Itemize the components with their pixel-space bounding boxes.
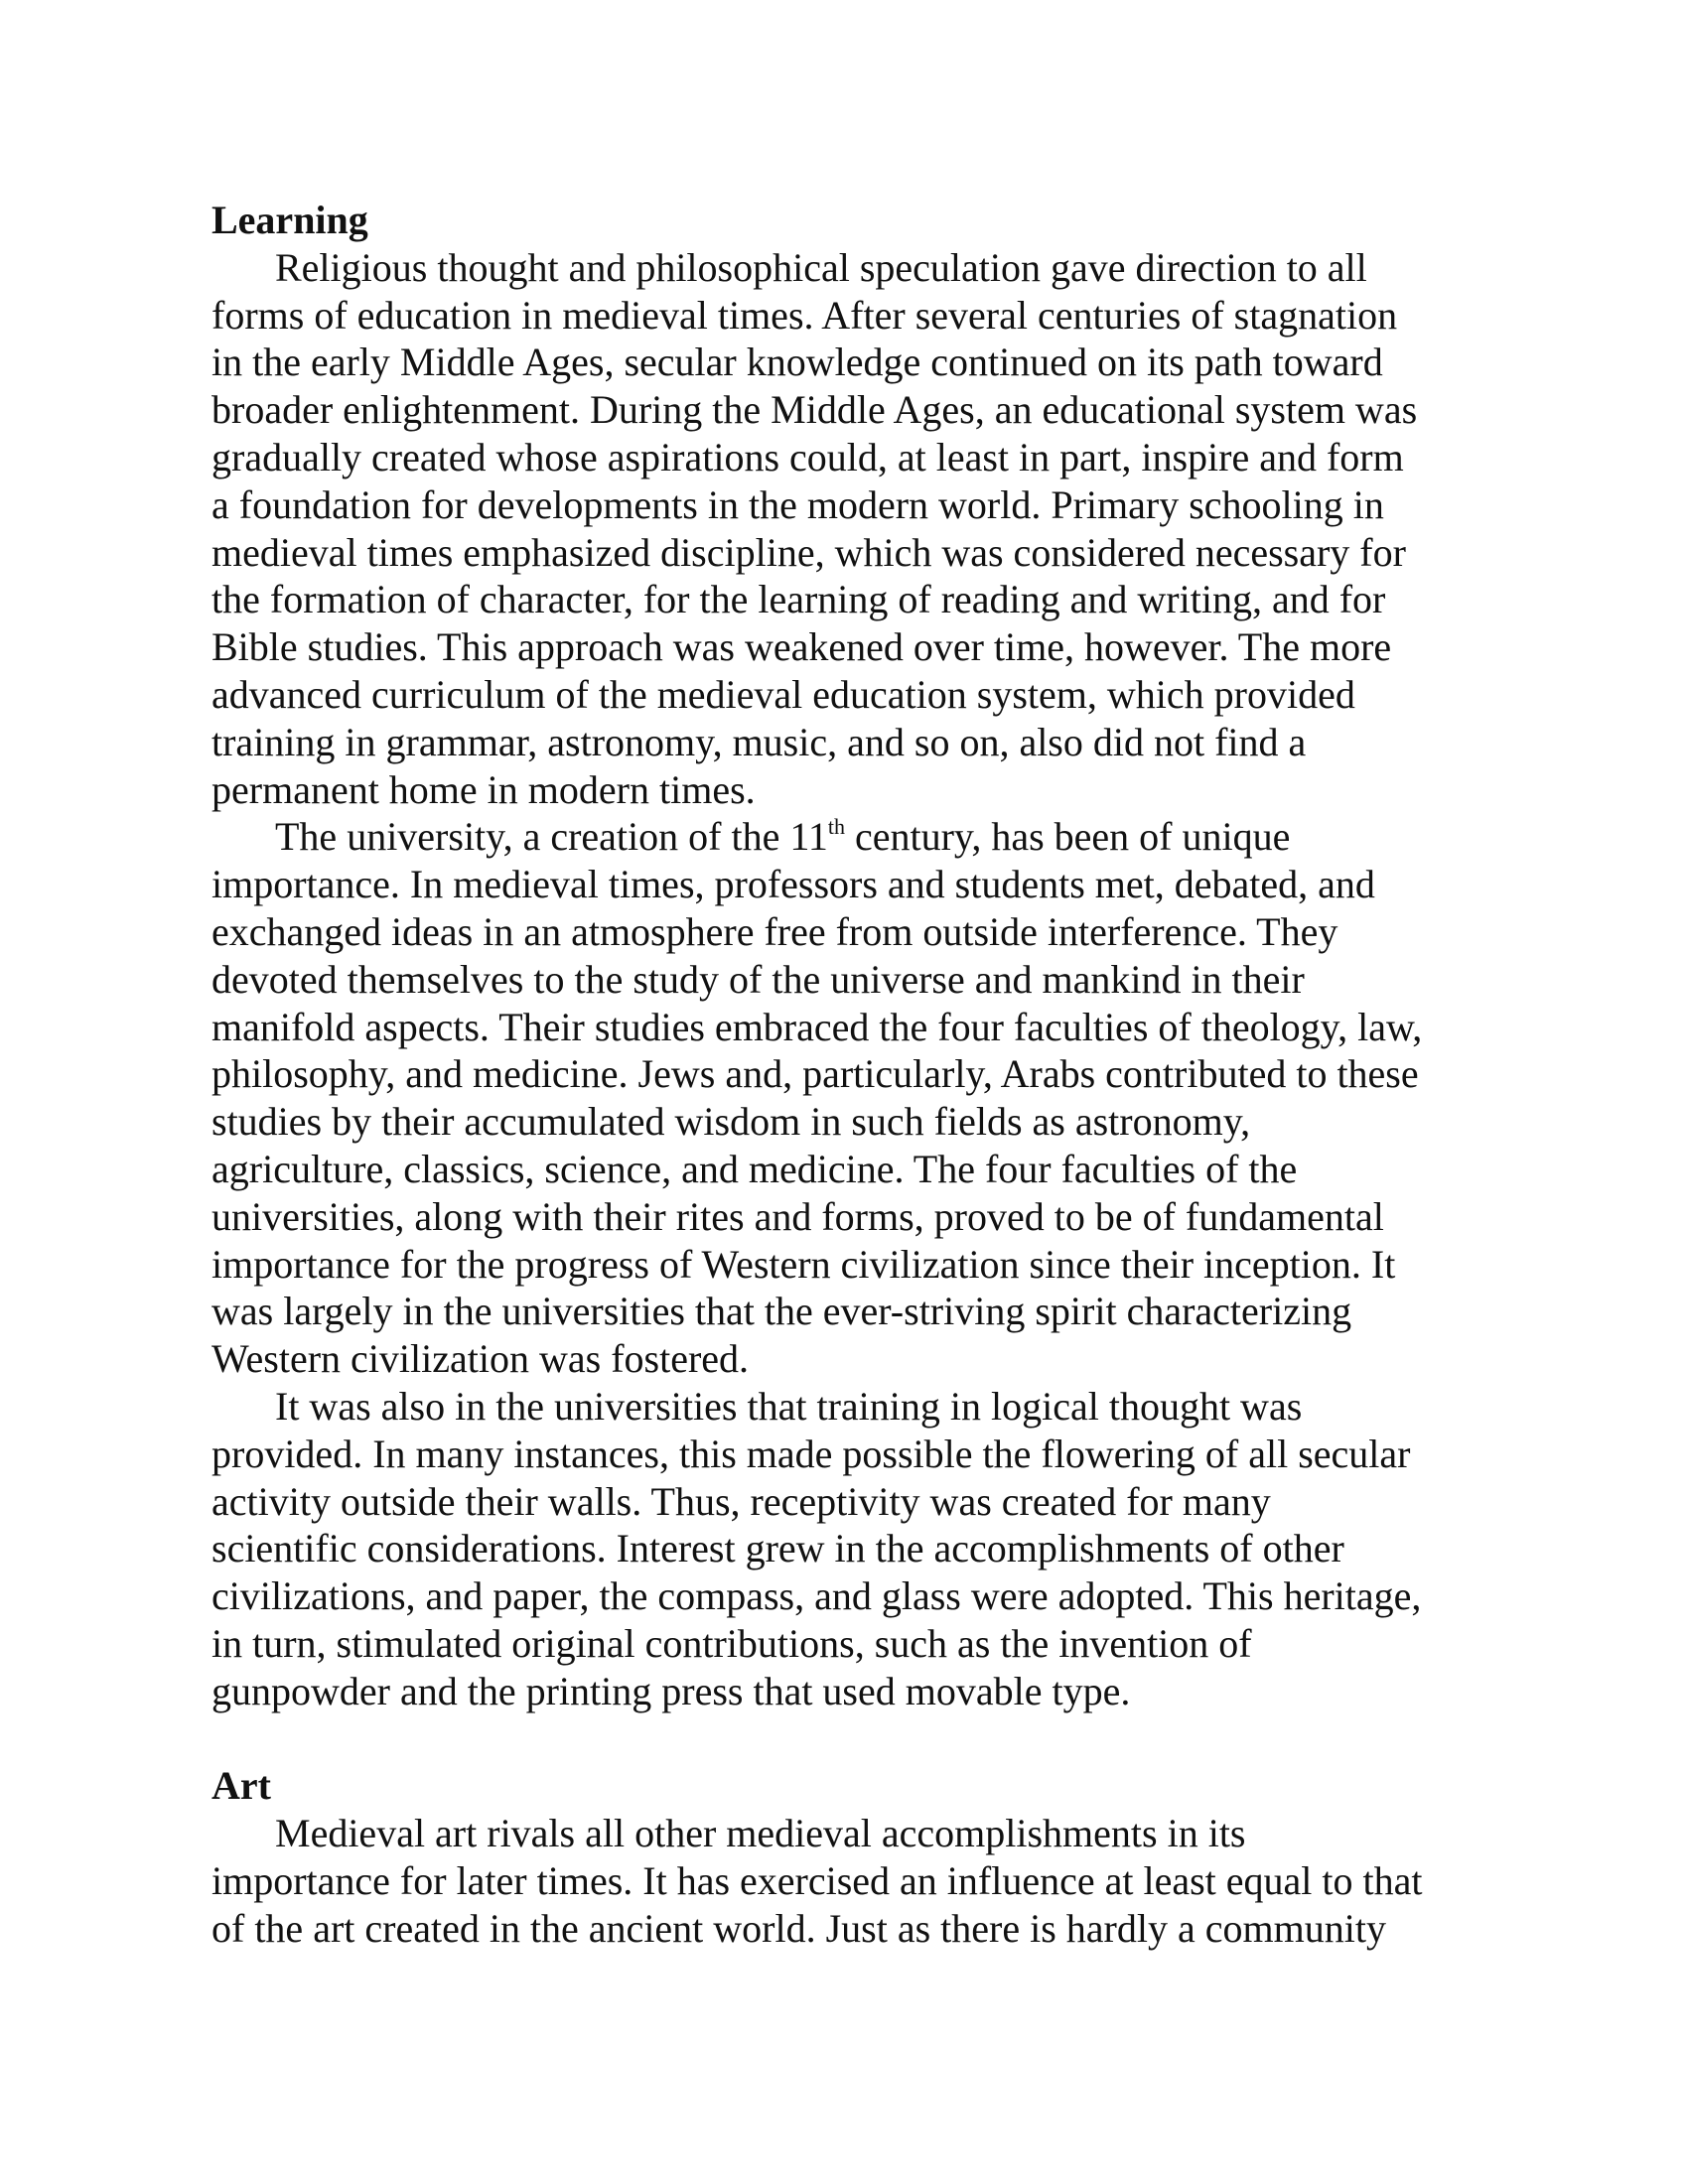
section-heading: Art	[211, 1763, 271, 1809]
text-line: Bible studies. This approach was weakened over time, however. The more	[211, 624, 1392, 670]
paragraph	[211, 1383, 1492, 1715]
paragraph	[211, 813, 1492, 1383]
text-line: provided. In many instances, this made possible the flowering of all secular	[211, 1431, 1411, 1476]
text-line: studies by their accumulated wisdom in such fields as astronomy,	[211, 1099, 1251, 1145]
text-line: a foundation for developments in the modern world. Primary schooling in	[211, 481, 1384, 527]
superscript: th	[827, 814, 845, 840]
text-line: exchanged ideas in an atmosphere free from outside interference. They	[211, 908, 1338, 954]
text-line: gunpowder and the printing press that used movable type.	[211, 1668, 1131, 1713]
text-line	[211, 813, 1492, 861]
text-line: activity outside their walls. Thus, receptivity was created for many	[211, 1478, 1271, 1524]
text-line: medieval times emphasized discipline, which was considered necessary for	[211, 529, 1406, 575]
text-line: in turn, stimulated original contributions, such as the invention of	[211, 1620, 1252, 1666]
paragraph	[211, 244, 1492, 814]
text-line: agriculture, classics, science, and medicine. The four faculties of the	[211, 1146, 1298, 1191]
text-line: philosophy, and medicine. Jews and, particularly, Arabs contributed to these	[211, 1051, 1419, 1097]
paragraph	[211, 1810, 1492, 1952]
text-line: Western civilization was fostered.	[211, 1336, 750, 1382]
section-spacer	[211, 1715, 1492, 1763]
text-line: permanent home in modern times.	[211, 766, 756, 812]
text-line: training in grammar, astronomy, music, and so on, also did not find a	[211, 719, 1307, 764]
text-line: the formation of character, for the learning of reading and writing, and for	[211, 577, 1386, 622]
text-line: devoted themselves to the study of the universe and mankind in their	[211, 956, 1305, 1002]
text-line: Religious thought and philosophical speculation gave direction to all	[275, 244, 1367, 290]
section-heading: Learning	[211, 198, 368, 242]
text-line: Medieval art rivals all other medieval accomplishments in its	[275, 1811, 1246, 1856]
text-line: manifold aspects. Their studies embraced the four faculties of theology, law,	[211, 1004, 1423, 1049]
text-line: importance for the progress of Western civilization since their inception. It	[211, 1241, 1396, 1287]
section-learning	[211, 197, 1492, 1715]
document-page	[211, 197, 1492, 1952]
section-art	[211, 1762, 1492, 1952]
text-line: It was also in the universities that training in logical thought was	[275, 1383, 1303, 1429]
text-line: forms of education in medieval times. After several centuries of stagnation	[211, 292, 1398, 338]
text-line: was largely in the universities that the ever-striving spirit characterizing	[211, 1289, 1352, 1334]
text-run: century, has been of unique	[844, 814, 1291, 860]
text-line: gradually created whose aspirations could, at least in part, inspire and form	[211, 434, 1404, 479]
text-line: civilizations, and paper, the compass, and glass were adopted. This heritage,	[211, 1573, 1422, 1619]
text-line: scientific considerations. Interest grew in the accomplishments of other	[211, 1526, 1344, 1571]
text-line: of the art created in the ancient world. Just as there is hardly a community	[211, 1905, 1386, 1951]
text-line: broader enlightenment. During the Middle Ages, an educational system was	[211, 387, 1418, 433]
text-line: universities, along with their rites and forms, proved to be of fundamental	[211, 1193, 1384, 1239]
text-line: importance for later times. It has exercised an influence at least equal to that	[211, 1857, 1423, 1903]
text-run: The university, a creation of the 11	[275, 814, 828, 860]
text-line: importance. In medieval times, professors and students met, debated, and	[211, 862, 1375, 907]
text-line: advanced curriculum of the medieval education system, which provided	[211, 671, 1355, 717]
text-line: in the early Middle Ages, secular knowledge continued on its path toward	[211, 340, 1383, 385]
